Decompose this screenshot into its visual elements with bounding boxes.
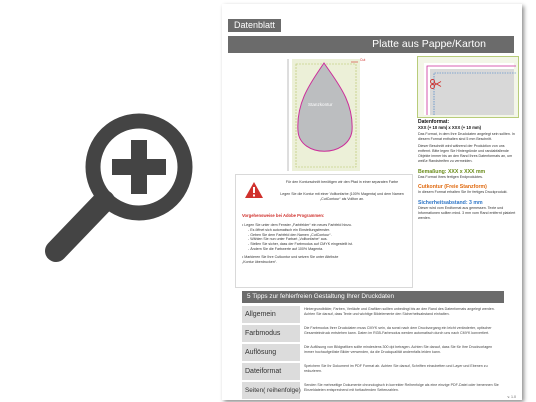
tip-text: Hintergrundbilder, Farben, Verläufe und Grafiken sollten unbedingt bis an den Rand des Datenformats angelegt werden. Achten Sie darauf, dass Texte und wichtige Bildelemente den Sicherheitsabstand einhalten. <box>304 307 495 316</box>
tip-label: Seiten( reihenfolge) <box>242 382 300 399</box>
warning-steps <box>242 223 408 264</box>
spec-column <box>418 120 516 221</box>
drawing-label: Stanzkontur <box>308 102 333 107</box>
cut-label-spec: Cutkontur (Freie Stanzform) <box>418 184 487 191</box>
datasheet-page <box>222 4 522 400</box>
format-label: Datenformat: <box>418 119 450 125</box>
magnifier-plus-icon <box>40 105 205 270</box>
step-7: • Markieren Sie Ihre Cutkontur und setzen Sie unter Attribute <box>242 254 339 259</box>
version-label: v. 1.0 <box>507 395 516 399</box>
tip-row-farbmodus <box>242 325 504 342</box>
warning-text-1: Für den Konturschnitt benötigen wir den Pfad in einer separaten Farbe <box>285 180 399 184</box>
datasheet-tag: Datenblatt <box>228 19 281 32</box>
product-drawing <box>230 56 415 172</box>
legend-swatch <box>417 56 519 118</box>
tip-row-allgemein <box>242 306 504 323</box>
format-text-2: Dieser Beschnitt wird während der Produktion von uns entfernt. Bitte legen Sie Hintergründe und randabfallende Objekte immer bis an den Rand Ihres Datenformats an, um weiße Randstreifen zu vermeiden. <box>418 144 513 163</box>
cut-label: Cut <box>360 58 366 62</box>
step-2: - Es öffnet sich automatisch ein Einstellungsfenster. <box>248 227 331 232</box>
format-value: XXX (+ 10 mm) x XXX (+ 10 mm) <box>418 125 482 131</box>
tip-row-aufloesung <box>242 344 504 361</box>
safety-label: Sicherheitsabstand: 3 mm <box>418 200 483 207</box>
warning-box <box>235 174 413 288</box>
zoom-button[interactable] <box>40 105 205 270</box>
step-8: „Kontur überdrucken“. <box>242 259 277 264</box>
step-1: • Legen Sie unter dem Fenster „Farbfelder“ ein neues Farbfeld hinzu. <box>242 223 352 227</box>
warning-heading: Vorgehensweise bei Adobe Programmen: <box>242 213 325 218</box>
tip-text: Die Farbmodus Ihrer Druckdaten muss CMYK sein, da sonst nach dem Druckvorgang ein leicht veränderter, optischer Gesamteindruck entstehen kann. Daten im RGB-Farbmodus werden automatisch durch uns nach CMYK konvertiert. <box>304 326 492 335</box>
tip-text: Speichern Sie Ihr Dokument im PDF Format ab. Achten Sie darauf, Schriften einzubetten und Layer und Ebenen zu reduzieren. <box>304 364 488 373</box>
tip-row-dateiformat <box>242 363 504 380</box>
size-label: Bemaßung: XXX x XXX mm <box>418 168 486 175</box>
tip-text: Senden Sie mehrseitige Dokumente chronologisch in korrekter Reihenfolge als eine einzige PDF-Datei oder benennen Sie Einzeldateien entsprechend mit fortlaufenden Seitenzahlen. <box>304 383 499 392</box>
cut-note: In diesem Format erhalten Sie Ihr fertiges Druckprodukt. <box>418 190 508 195</box>
step-3: - Geben Sie dem Farbfeld den Namen „CutContour“. <box>248 232 332 237</box>
tip-label: Auflösung <box>242 344 300 361</box>
page-title: Platte aus Pappe/Karton <box>228 36 514 53</box>
warning-icon <box>244 181 264 199</box>
size-note: Das Format Ihres fertigen Endproduktes. <box>418 174 483 179</box>
tip-text: Die Auflösung von Bildgrafiken sollte mindestens 300 dpi betragen. Achten Sie darauf, dass Sie für Ihre Druckvorlagen immer hochaufgelöste Bilder verwenden, da die Druckqualität andernfalls leiden kann. <box>304 345 493 354</box>
tip-label: Allgemein <box>242 306 300 323</box>
safety-note: Dieser wird vom Endformat aus gemessen. Texte und Informationen sollten mind. 3 mm vom Rand entfernt platziert werden. <box>418 206 516 220</box>
tip-label: Dateiformat <box>242 363 300 380</box>
format-text: Das Format, in dem Ihre Druckdaten angelegt sein sollten. In diesem Format enthalten sind 5 mm Beschnitt. <box>418 131 515 141</box>
scissors-icon <box>430 79 442 89</box>
warning-text-2: Legen Sie die Kontur mit einer Volltonfarbe (100% Magenta) und dem Namen „CutContour“ als Vollton an. <box>280 192 404 201</box>
step-4: - Wählen Sie nun unter Farbart „Volltonfarbe“ aus. <box>248 237 328 242</box>
step-5: - Stellen Sie sicher, dass der Farbmodus auf CMYK eingestellt ist. <box>248 242 353 247</box>
tips-header: 5 Tipps zur fehlerfreien Gestaltung Ihrer Druckdaten <box>242 291 504 303</box>
tip-label: Farbmodus <box>242 325 300 342</box>
step-6: - Ändern Sie die Farbwerte auf 100% Magenta. <box>248 246 324 251</box>
tip-row-seiten <box>242 382 504 399</box>
